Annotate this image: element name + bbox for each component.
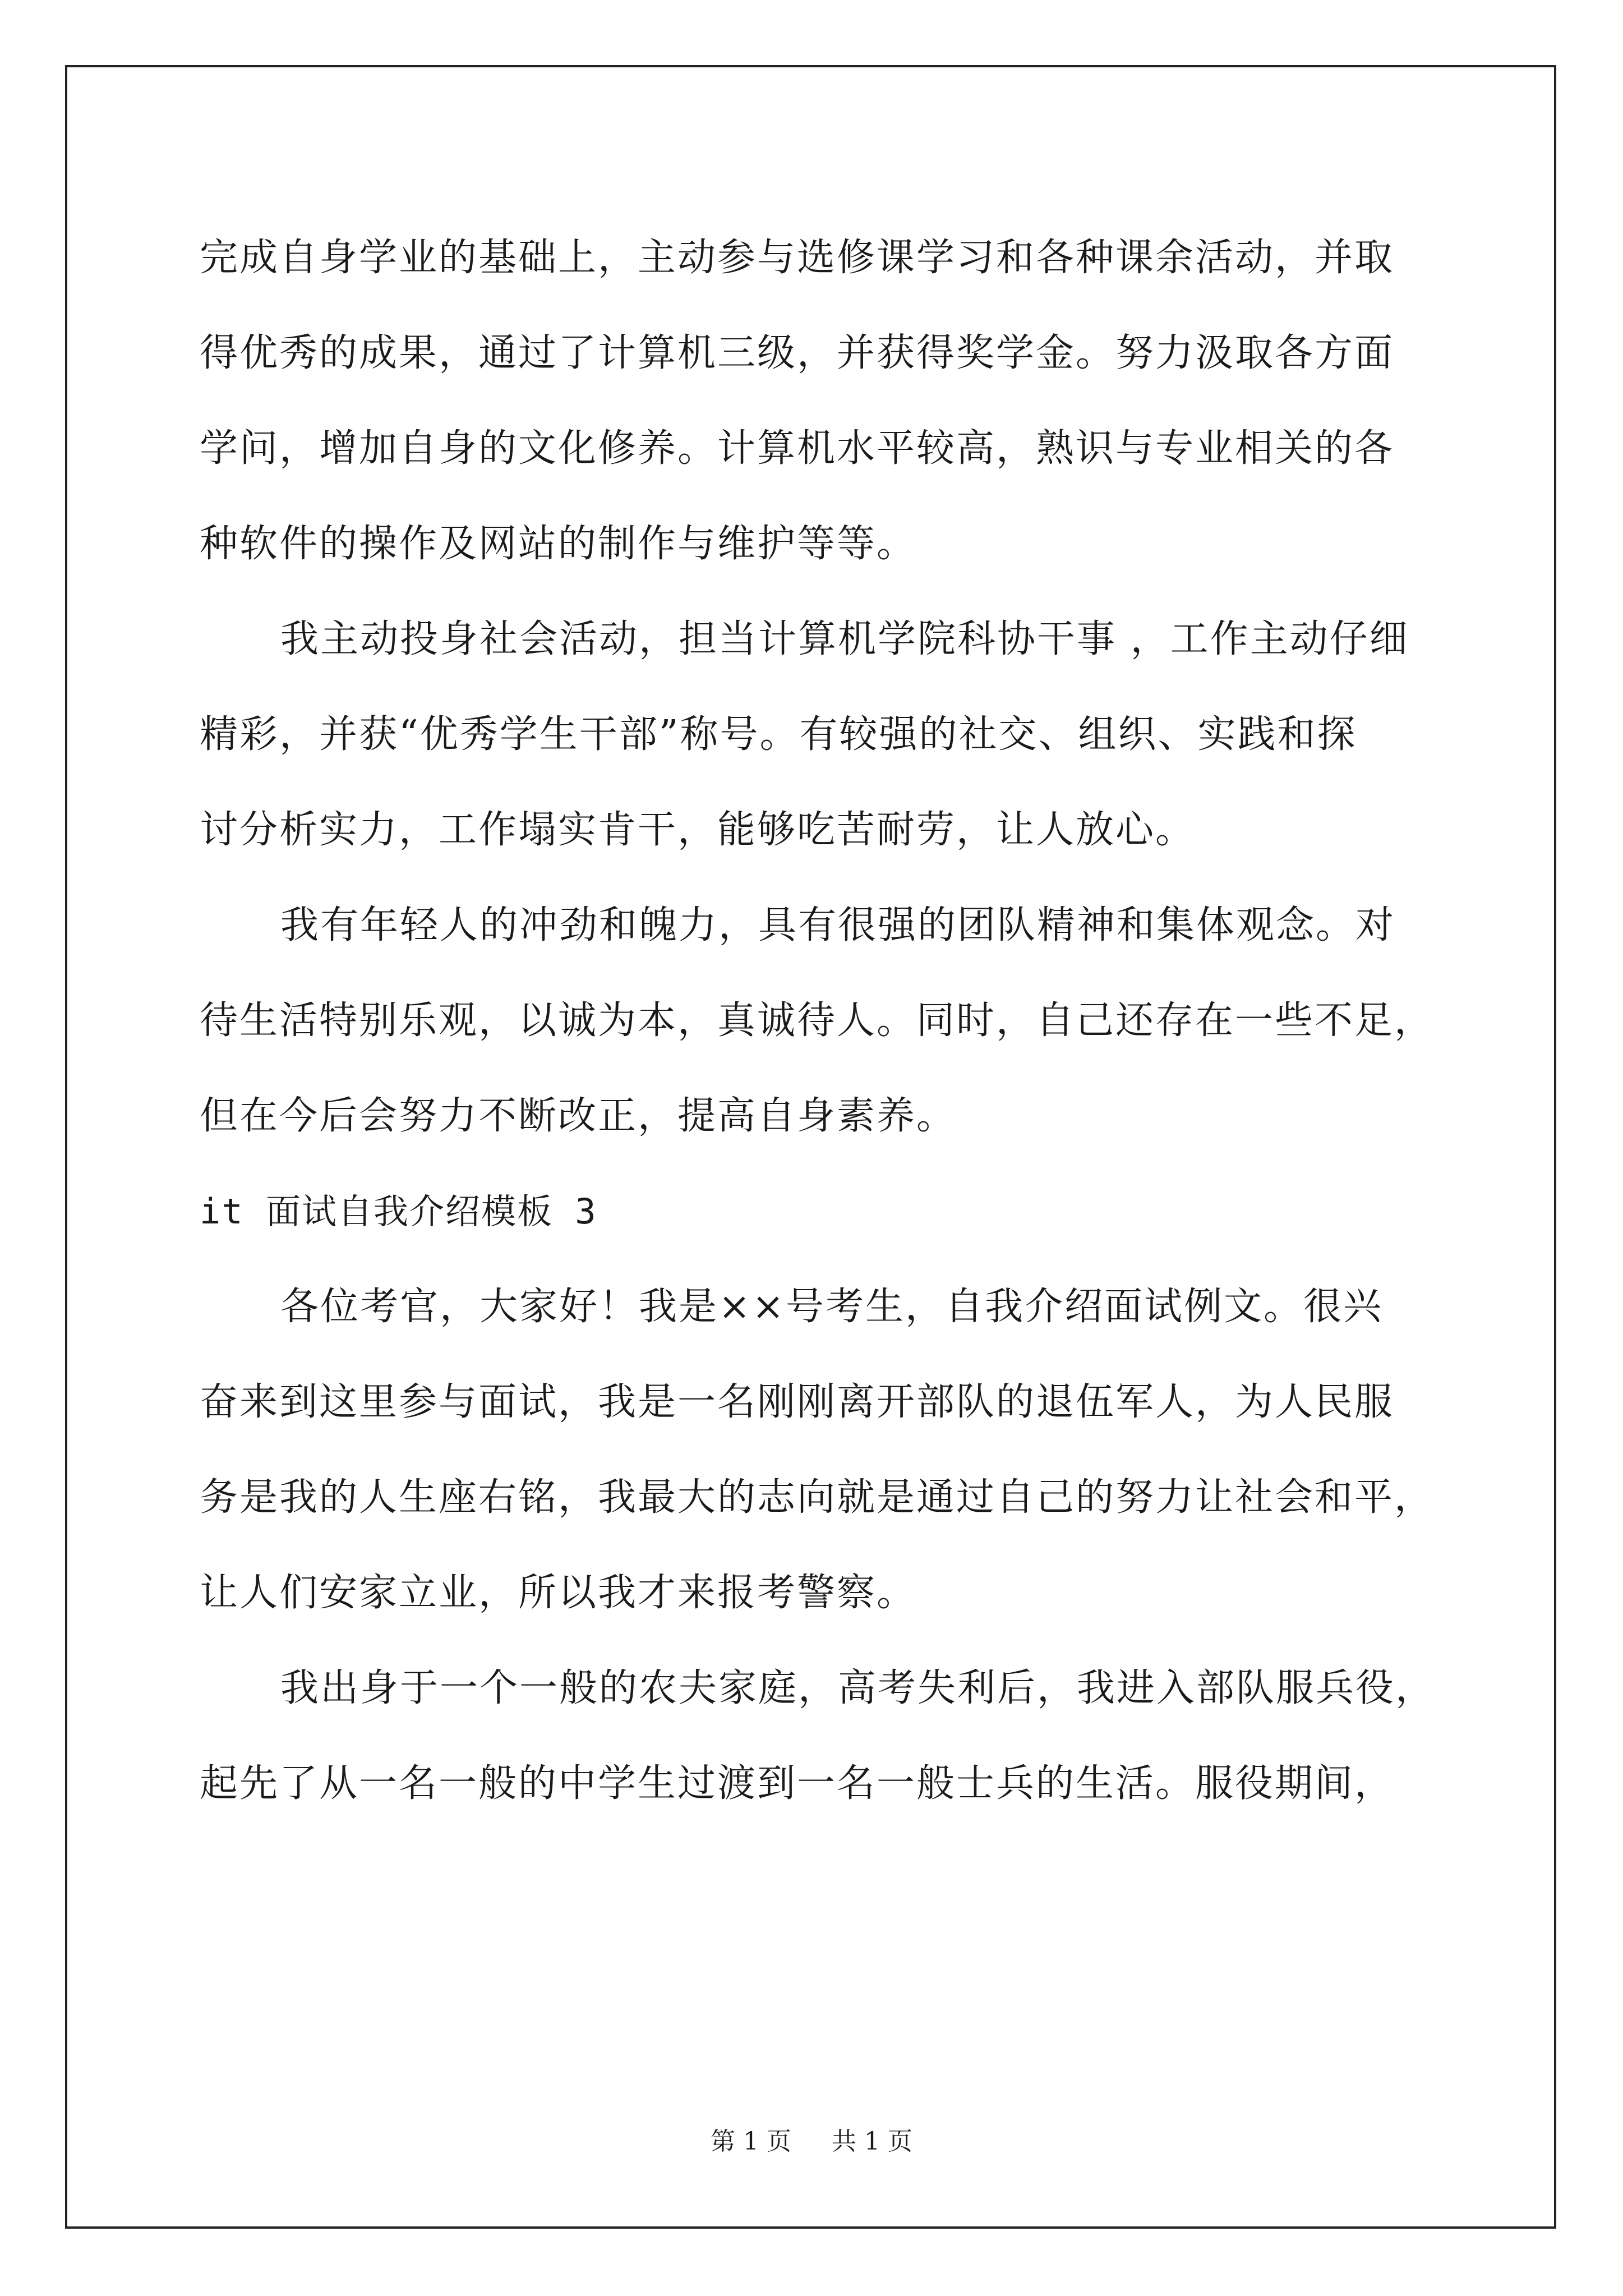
paragraph-first-line: 我有年轻人的冲劲和魄力，具有很强的团队精神和集体观念。对 — [280, 903, 1396, 947]
text-line: 让人们安家立业，所以我才来报考警察。 — [200, 1571, 917, 1615]
text-line: 完成自身学业的基础上，主动参与选修课学习和各种课余活动，并取 — [200, 236, 1395, 280]
paragraph-first-line: 各位考官，大家好！我是××号考生，自我介绍面试例文。很兴 — [280, 1285, 1383, 1329]
page-footer — [0, 2125, 1623, 2159]
text-line: 得优秀的成果，通过了计算机三级，并获得奖学金。努力汲取各方面 — [200, 331, 1395, 375]
text-line: 讨分析实力，工作塌实肯干，能够吃苦耐劳，让人放心。 — [200, 808, 1196, 852]
text-line: 精彩，并获“优秀学生干部”称号。有较强的社交、组织、实践和探 — [200, 712, 1357, 757]
paragraph-first-line: 我主动投身社会活动，担当计算机学院科协干事 ，工作主动仔细 — [280, 617, 1409, 661]
document-body — [200, 210, 1436, 1832]
text-line: 种软件的操作及网站的制作与维护等等。 — [200, 522, 917, 566]
text-line: 学问，增加自身的文化修养。计算机水平较高，熟识与专业相关的各 — [200, 426, 1395, 471]
page-total: 共 1 页 — [832, 2127, 912, 2156]
text-line: 但在今后会努力不断改正，提高自身素养。 — [200, 1094, 957, 1138]
text-line: 待生活特别乐观，以诚为本，真诚待人。同时，自己还存在一些不足， — [200, 999, 1435, 1043]
text-line: 起先了从一名一般的中学生过渡到一名一般士兵的生活。服役期间， — [200, 1761, 1395, 1806]
text-line: 务是我的人生座右铭，我最大的志向就是通过自己的努力让社会和平， — [200, 1475, 1435, 1520]
text-line: 奋来到这里参与面试，我是一名刚刚离开部队的退伍军人，为人民服 — [200, 1380, 1395, 1424]
page-number: 第 1 页 — [711, 2127, 791, 2156]
paragraph-first-line: 我出身于一个一般的农夫家庭，高考失利后，我进入部队服兵役， — [280, 1666, 1436, 1710]
section-heading: it 面试自我介绍模板 3 — [200, 1191, 597, 1232]
